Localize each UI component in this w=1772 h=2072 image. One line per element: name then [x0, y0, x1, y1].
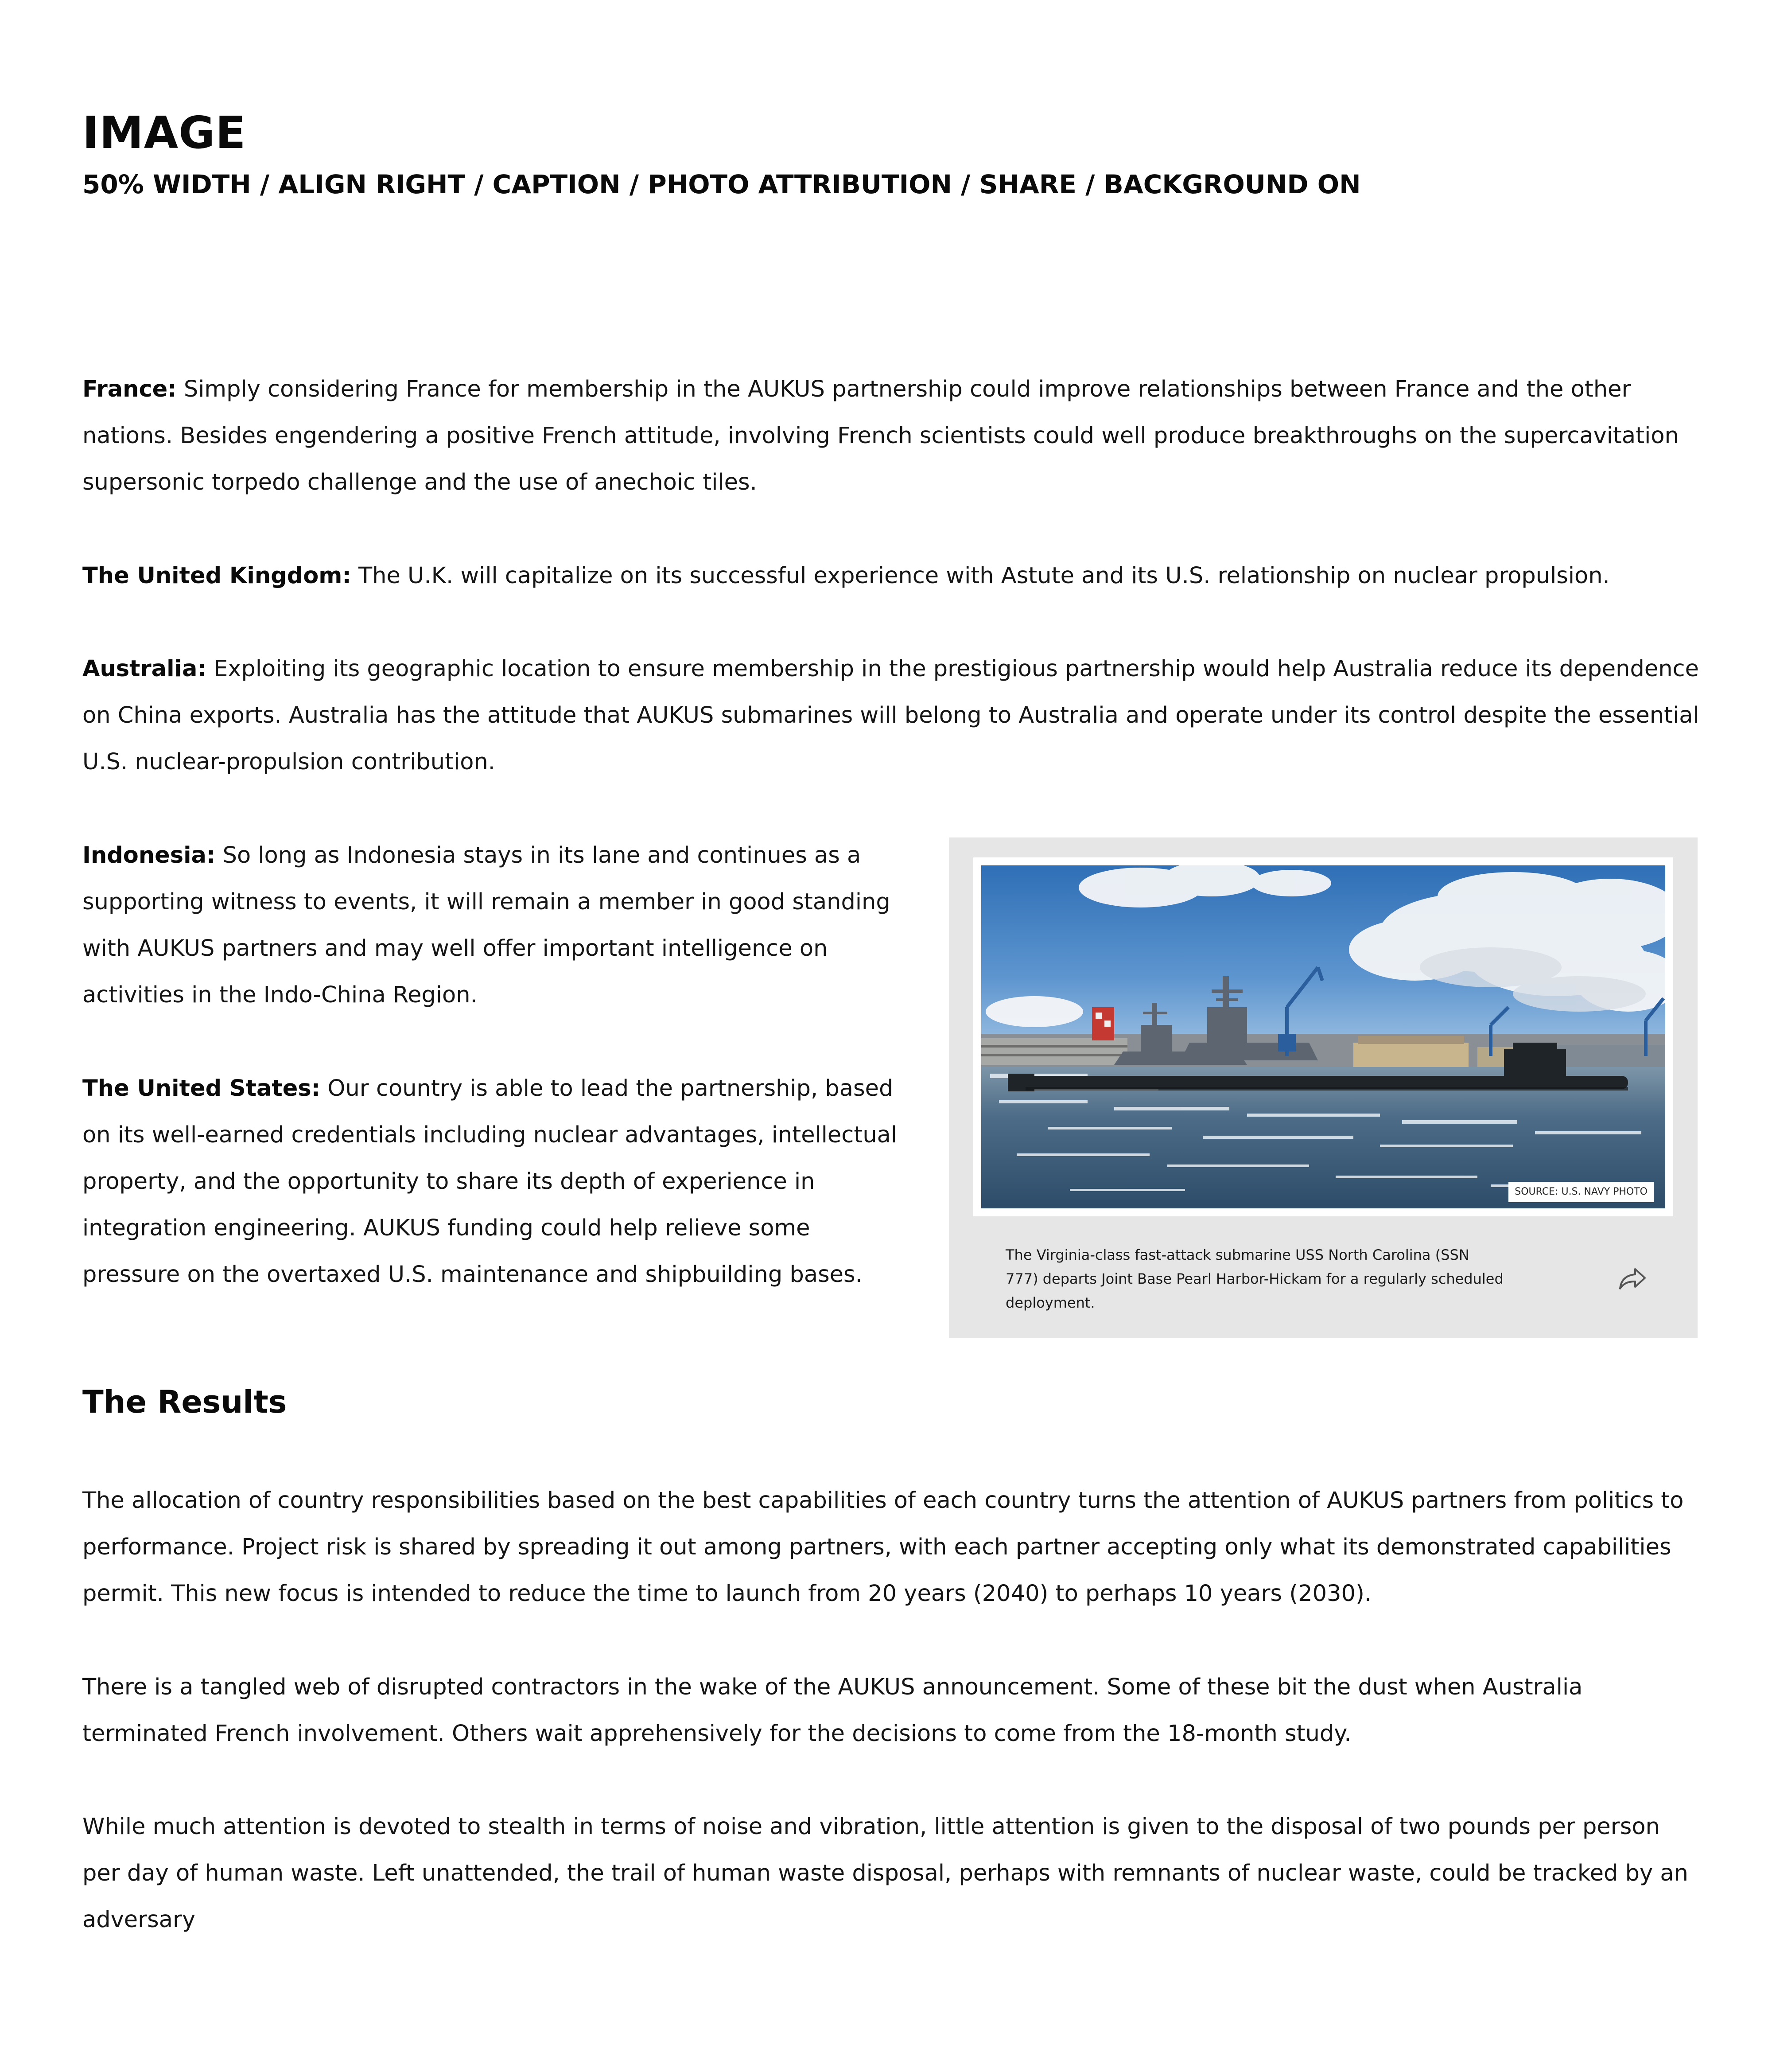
paragraph-lead: The United Kingdom: — [82, 563, 351, 589]
paragraph-united-states — [82, 1065, 911, 1298]
page-subtitle: 50% WIDTH / ALIGN RIGHT / CAPTION / PHOTO ATTRIBUTION / SHARE / BACKGROUND ON — [82, 169, 1361, 199]
paragraph-lead: Indonesia: — [82, 842, 216, 869]
submarine-photo — [981, 865, 1665, 1208]
paragraph-indonesia — [82, 832, 911, 1018]
paragraph-text: Exploiting its geographic location to ensure membership in the prestigious partnership would help Australia reduce its dependence on China exports. Australia has the attitude that AUKUS submarines will belong to Australia and operate under its control despite the essential U.S. nuclear-propulsion contribution. — [82, 656, 1699, 775]
image-figure-card — [949, 837, 1698, 1338]
paragraph-text: The U.K. will capitalize on its successful experience with Astute and its U.S. relationship on nuclear propulsion. — [351, 563, 1610, 589]
paragraph-lead: The United States: — [82, 1075, 321, 1102]
share-icon — [1616, 1263, 1651, 1294]
share-button[interactable] — [1616, 1263, 1651, 1294]
photo-credit: SOURCE: U.S. NAVY PHOTO — [1508, 1182, 1654, 1202]
image-caption: The Virginia-class fast-attack submarine USS North Carolina (SSN 777) departs Joint Base Pearl Harbor-Hickam for a regularly scheduled deployment. — [1006, 1246, 1504, 1311]
paragraph-australia — [82, 646, 1699, 785]
paragraph-lead: France: — [82, 376, 177, 402]
section-heading-results: The Results — [82, 1384, 287, 1420]
paragraph-results-3: While much attention is devoted to stealth in terms of noise and vibration, little attention is given to the disposal of two pounds per person per day of human waste. Left unattended, the trail of human waste disposal, perhaps with remnants of nuclear waste, could be tracked by an adversary — [82, 1814, 1688, 1933]
paragraph-text: Our country is able to lead the partnership, based on its well-earned credentials including nuclear advantages, intellectual property, and the opportunity to share its depth of experience in integration engineering. AUKUS funding could help relieve some pressure on the overtaxed U.S. maintenance and shipbuilding bases. — [82, 1075, 898, 1288]
paragraph-results-1: The allocation of country responsibilities based on the best capabilities of each country turns the attention of AUKUS partners from politics to performance. Project risk is shared by spreading it out among partners, with each partner accepting only what its demonstrated capabilities permit. This new focus is intended to reduce the time to launch from 20 years (2040) to perhaps 10 years (2030). — [82, 1488, 1684, 1607]
paragraph-france — [82, 366, 1699, 506]
photo-frame — [973, 857, 1673, 1216]
paragraph-uk — [82, 553, 1699, 599]
paragraph-lead: Australia: — [82, 656, 206, 682]
paragraph-text: Simply considering France for membership in the AUKUS partnership could improve relationships between France and the other nations. Besides engendering a positive French attitude, involving French scientists could well produce breakthroughs on the supercavitation supersonic torpedo challenge and the use of anechoic tiles. — [82, 376, 1679, 495]
page-title: IMAGE — [82, 107, 246, 159]
paragraph-text: So long as Indonesia stays in its lane and continues as a supporting witness to events, it will remain a member in good standing with AUKUS partners and may well offer important intelligence on activities in the Indo-China Region. — [82, 842, 890, 1008]
paragraph-results-2: There is a tangled web of disrupted contractors in the wake of the AUKUS announcement. Some of these bit the dust when Australia terminated French involvement. Others wait apprehensively for the decisions to come from the 18-month study. — [82, 1674, 1583, 1747]
